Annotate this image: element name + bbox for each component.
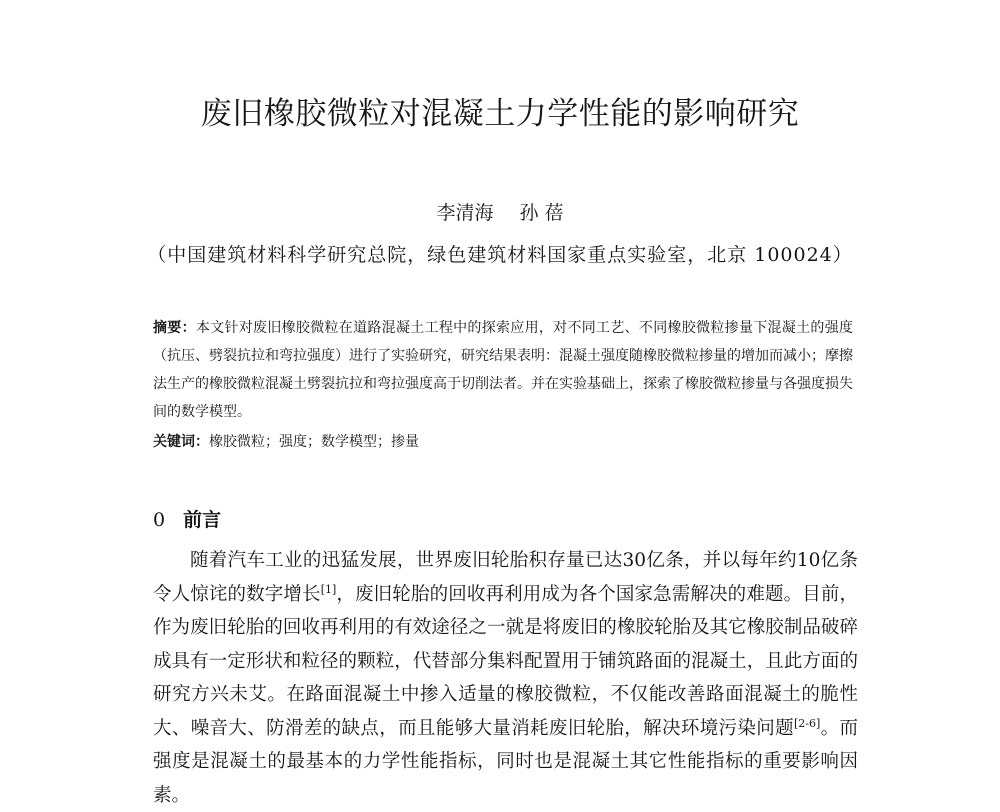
citation-ref: [2-6] (793, 716, 821, 730)
author-list (0, 198, 1000, 225)
body-text-part: ，废旧轮胎的回收再利用成为各个国家急需解决的难题。目前，作为废旧轮胎的回收再利用的有效途径之一就是将废旧的橡胶轮胎及其它橡胶制品破碎成具有一定形状和粒径的颗粒，代替部分集料配置用于铺筑路面的混凝土，且此方面的研究方兴未艾。在路面混凝土中掺入适量的橡胶微粒，不仅能改善路面混凝土的脆性大、噪音大、防滑差的缺点，而且能够大量消耗废旧轮胎，解决环境污染问题 (153, 583, 858, 739)
body-paragraph (153, 544, 858, 812)
citation-ref: [1] (320, 582, 337, 596)
keywords (153, 428, 853, 456)
author-name: 李清海 (436, 202, 494, 224)
abstract-text: 本文针对废旧橡胶微粒在道路混凝土工程中的探索应用，对不同工艺、不同橡胶微粒掺量下混凝土的强度（抗压、劈裂抗拉和弯拉强度）进行了实验研究，研究结果表明：混凝土强度随橡胶微粒掺量的增加而减小；摩擦法生产的橡胶微粒混凝土劈裂抗拉和弯拉强度高于切削法者。并在实验基础上，探索了橡胶微粒掺量与各强度损失间的数学模型。 (153, 320, 853, 420)
author-name: 孙 蓓 (519, 202, 564, 224)
section-number: 0 (153, 509, 166, 531)
affiliation: （中国建筑材料科学研究总院，绿色建筑材料国家重点实验室，北京 100024） (147, 244, 853, 266)
section-title: 前言 (183, 509, 222, 531)
keywords-label: 关键词： (153, 434, 209, 450)
abstract (153, 314, 853, 426)
body-text-part: 随着汽车工业的迅猛发展，世界废旧轮胎积存量已达30亿条，并以每年约10亿条令人惊诧的数字增长 (153, 550, 858, 605)
section-heading (153, 505, 221, 532)
body-text-part: 。而强度是混凝土的最基本的力学性能指标，同时也是混凝土其它性能指标的重要影响因素。 (153, 717, 858, 806)
paper-title: 废旧橡胶微粒对混凝土力学性能的影响研究 (200, 96, 800, 132)
keywords-text: 橡胶微粒；强度；数学模型；掺量 (209, 434, 419, 450)
abstract-label: 摘要： (153, 320, 196, 336)
